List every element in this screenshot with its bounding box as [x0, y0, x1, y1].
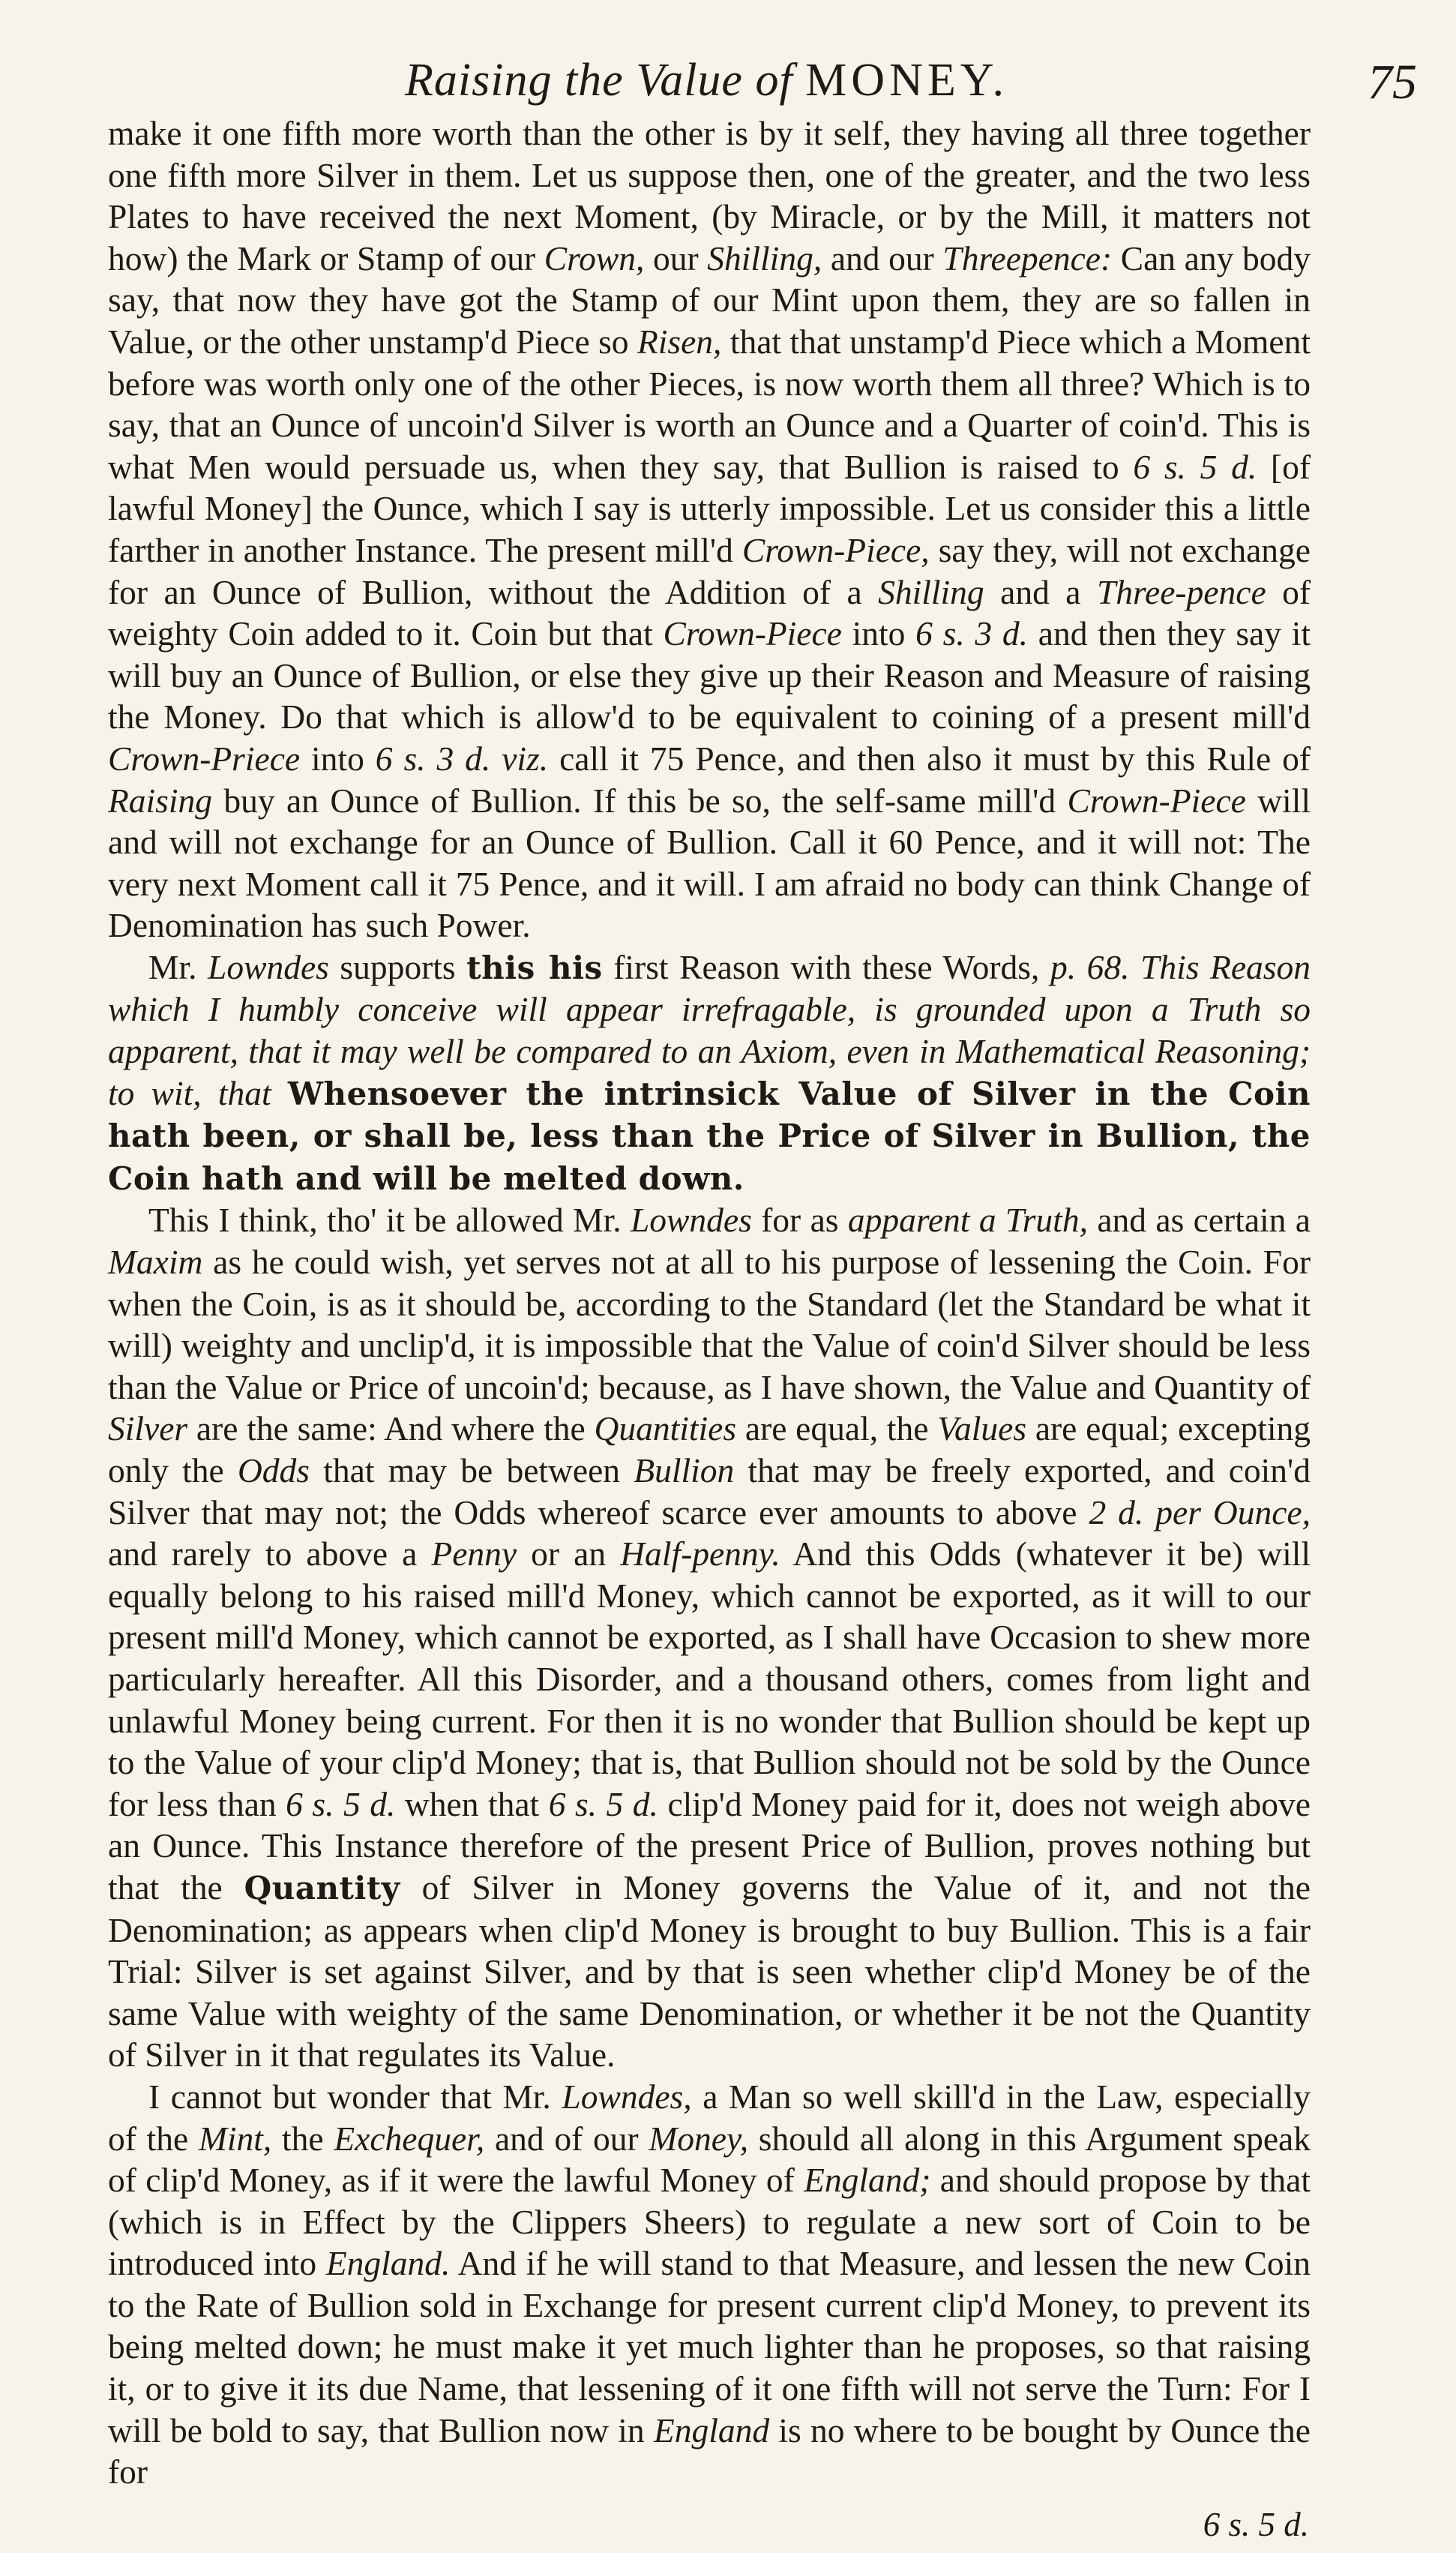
italic-text: Half-penny. — [620, 1534, 780, 1574]
running-head — [405, 54, 1008, 107]
roman-text: when that — [395, 1784, 549, 1823]
italic-text: Values — [937, 1409, 1027, 1448]
roman-text: are the same: And where the — [187, 1409, 595, 1448]
roman-text: clip'd Money paid for it, does not weigh above an Ounce. This Instance therefore of the present Price of Bullion, proves nothing but that the — [108, 1784, 1311, 1906]
roman-text: and of our — [484, 2119, 649, 2158]
italic-text: 6 s. 5 d. — [548, 1784, 658, 1823]
roman-text: that may be freely exported, and coin'd Silver that may not; the Odds whereof scarce ever amounts to above — [108, 1451, 1311, 1532]
italic-text: Shilling — [878, 572, 984, 611]
roman-text: of weighty Coin added to it. Coin but that — [108, 572, 1311, 653]
catchword: 6 s. 5 d. — [1203, 2506, 1309, 2543]
blackletter-text: this his — [466, 949, 603, 986]
page-header — [0, 32, 1456, 114]
roman-text: into — [300, 739, 376, 778]
roman-text: And if he will stand to that Measure, and lessen the new Coin to the Rate of Bullion sold in Exchange for present current clip'd Money, to prevent its being melted down; he must make it yet much lighter than he proposes, so that raising it, or to give it its due Name, that lessening of it one fifth will not serve the Turn: For I will be bold to say, that Bullion now in — [108, 2244, 1311, 2450]
italic-text: England — [653, 2410, 770, 2450]
italic-text: Crown, — [544, 238, 645, 278]
italic-text: Threepence: — [942, 238, 1113, 278]
roman-text: make it one fifth more worth than the other is by it self, they having all three together one fifth more Silver in them. Let us suppose then, one of the greater, and the two less Plates to have received the next Moment, (by Miracle, or by the Mill, it matters not how) the Mark or Stamp of our — [108, 114, 1311, 278]
roman-text: and as certain a — [1087, 1201, 1311, 1240]
roman-text: of Silver in Money governs the Value of it, and not the Denomination; as appears when clip'd Money is brought to buy Bullion. This is a fair Trial: Silver is set against Silver, and by that is seen whether clip'd Money be of the same Value with weighty of the same Denomination, or whether it be not the Quantity of Silver in it that regulates its Value. — [108, 1868, 1311, 2074]
roman-text: This I think, tho' it be allowed Mr. — [148, 1201, 631, 1240]
body-text — [108, 112, 1311, 2493]
italic-text: Three-pence — [1096, 572, 1266, 611]
running-head-italic: Raising the Value of — [405, 55, 806, 106]
roman-text: first Reason with these Words, — [602, 947, 1050, 986]
italic-text: p. 68. This Reason which I humbly conceive will appear irrefragable, is grounded upon a Truth so apparent, that it may well be compared to an Axiom, even in Mathematical Reasoning; to wit, that — [108, 947, 1311, 1112]
italic-text: Crown-Priece — [108, 739, 301, 778]
italic-text: England. — [325, 2244, 451, 2283]
italic-text: Money, — [649, 2119, 749, 2158]
paragraph — [108, 1199, 1311, 2075]
italic-text: 6 s. 5 d. — [1133, 447, 1257, 486]
roman-text: are equal, the — [736, 1409, 938, 1448]
roman-text: that that unstamp'd Piece which a Moment before was worth only one of the other Pieces, is now worth them all three? Which is to say, that an Ounce of uncoin'd Silver is worth an Ounce and a Quarter of coin'd. This is what Men would persuade us, when they say, that Bullion is raised to — [108, 322, 1311, 486]
roman-text: Mr. — [148, 947, 208, 986]
italic-text: Risen, — [637, 322, 722, 361]
italic-text: Crown-Piece — [1067, 781, 1246, 820]
roman-text: [of lawful Money] the Ounce, which I say is utterly impossible. Let us consider this a little farther in another Instance. The present mill'd — [108, 447, 1311, 569]
paragraph — [108, 2076, 1311, 2493]
italic-text: 6 s. 5 d. — [286, 1784, 396, 1823]
roman-text: and a — [984, 572, 1097, 611]
roman-text: for as — [751, 1201, 848, 1240]
roman-text: and rarely to above a — [108, 1534, 432, 1574]
italic-text: Lowndes — [208, 947, 329, 986]
roman-text: into — [841, 614, 916, 653]
roman-text: a Man so well skill'd in the Law, especially of the — [108, 2077, 1311, 2158]
italic-text: Crown-Piece, — [741, 530, 930, 569]
italic-text: Lowndes, — [562, 2077, 692, 2116]
italic-text: Mint, — [198, 2119, 272, 2158]
roman-text: the — [271, 2119, 334, 2158]
italic-text: Lowndes — [630, 1201, 752, 1240]
italic-text: Shilling, — [707, 238, 822, 278]
blackletter-text: Quantity — [244, 1869, 400, 1906]
roman-text: Can any body say, that now they have got the Stamp of our Mint upon them, they are so fallen in Value, or the other unstamp'd Piece so — [108, 238, 1311, 361]
roman-text: buy an Ounce of Bullion. If this be so, the self-same mill'd — [212, 781, 1068, 820]
paragraph — [108, 946, 1311, 1200]
italic-text: England; — [804, 2161, 931, 2200]
italic-text: Crown-Piece — [663, 614, 842, 653]
italic-text: Silver — [108, 1409, 188, 1448]
roman-text: is no where to be bought by Ounce the for — [108, 2410, 1311, 2492]
roman-text: call it 75 Pence, and then also it must by this Rule of — [548, 739, 1311, 778]
roman-text: and then they say it will buy an Ounce of Bullion, or else they give up their Reason and Measure of raising the Money. Do that which is allow'd to be equivalent to coining of a present mill'd — [108, 614, 1311, 736]
italic-text: Maxim — [108, 1243, 203, 1282]
italic-text: 6 s. 3 d. — [915, 614, 1029, 653]
blackletter-text: Whensoever the intrinsick Value of Silver in the Coin hath been, or shall be, less than the Price of Silver in Bullion, the Coin hath and will be melted down. — [108, 1075, 1311, 1197]
italic-text: Bullion — [634, 1451, 735, 1490]
roman-text: or an — [517, 1534, 621, 1574]
roman-text: our — [644, 238, 708, 278]
italic-text: Odds — [237, 1451, 310, 1490]
page-number: 75 — [1368, 55, 1417, 110]
roman-text: say they, will not exchange for an Ounce of Bullion, without the Addition of a — [108, 530, 1311, 611]
roman-text: are equal; excepting only the — [108, 1409, 1311, 1490]
roman-text: and should propose by that (which is in Effect by the Clippers Sheers) to regulate a new sort of Coin to be introduced into — [108, 2161, 1311, 2283]
italic-text: Raising — [108, 781, 213, 820]
paragraph — [108, 112, 1311, 946]
roman-text: I cannot but wonder that Mr. — [148, 2077, 562, 2116]
roman-text: supports — [328, 947, 467, 986]
italic-text: Penny — [431, 1534, 517, 1574]
roman-text: should all along in this Argument speak of clip'd Money, as if it were the lawful Money of — [108, 2119, 1311, 2200]
roman-text — [271, 1074, 288, 1112]
italic-text: apparent a Truth, — [847, 1201, 1088, 1240]
italic-text: 6 s. 3 d. viz. — [375, 739, 549, 778]
roman-text: And this Odds (whatever it be) will equally belong to his raised mill'd Money, which cannot be exported, as it will to our present mill'd Money, which cannot be exported, as I shall have Occasion to shew more particularly hereafter. All this Disorder, and a thousand others, comes from light and unlawful Money being current. For then it is no wonder that Bullion should be kept up to the Value of your clip'd Money; that is, that Bullion should not be sold by the Ounce for less than — [108, 1534, 1311, 1823]
roman-text: as he could wish, yet serves not at all to his purpose of lessening the Coin. For when the Coin, is as it should be, according to the Standard (let the Standard be what it will) weighty and unclip'd, it is impossible that the Value of coin'd Silver should be less than the Value or Price of uncoin'd; because, as I have shown, the Value and Quantity of — [108, 1243, 1311, 1406]
italic-text: 2 d. per Ounce, — [1089, 1492, 1311, 1532]
italic-text: Quantities — [594, 1409, 737, 1448]
roman-text: that may be between — [310, 1451, 634, 1490]
italic-text: Exchequer, — [334, 2119, 485, 2158]
roman-text: and our — [822, 238, 943, 278]
running-head-caps: MONEY. — [805, 55, 1009, 106]
roman-text: will and will not exchange for an Ounce of Bullion. Call it 60 Pence, and it will not: The very next Moment call it 75 Pence, and it will. I am afraid no body can think Change of Denomination has such Power. — [108, 781, 1311, 945]
